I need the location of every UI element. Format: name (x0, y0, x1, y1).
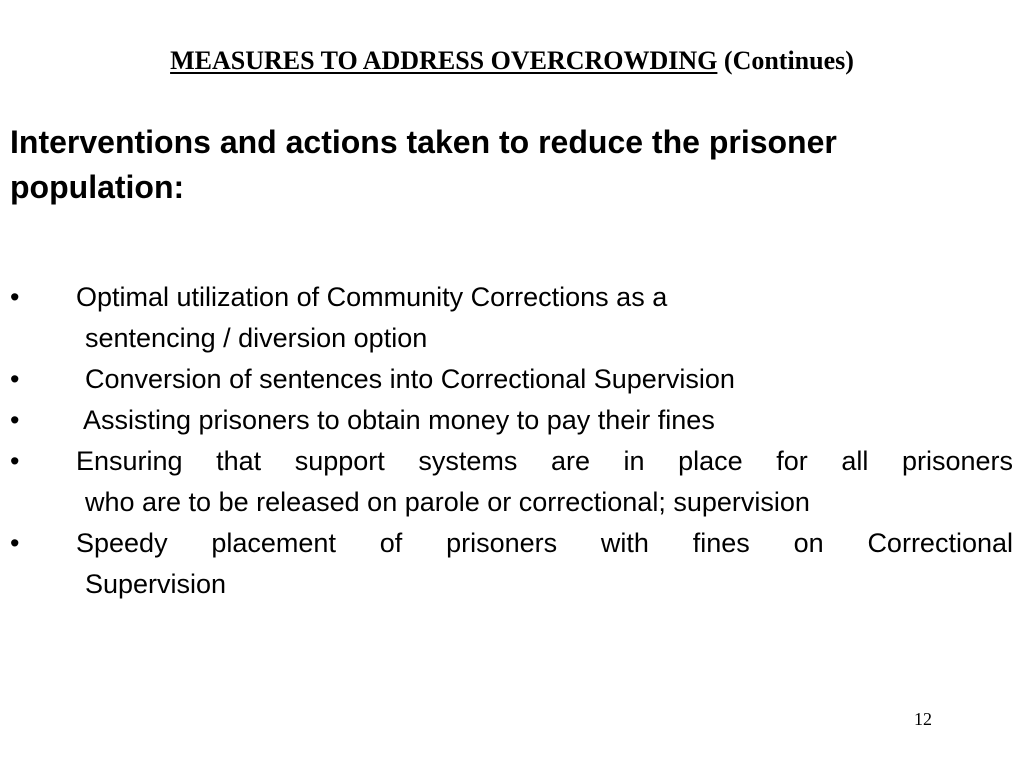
bullet-item (10, 523, 1013, 605)
bullet-item (10, 277, 1013, 359)
bullet-list (10, 277, 1013, 605)
slide-title (0, 44, 1024, 78)
bullet-text: Conversion of sentences into Correctional Supervision (85, 364, 735, 394)
bullet-text: Speedy placement of prisoners with fines on Correctional (76, 528, 1013, 558)
bullet-text: Ensuring that support systems are in place for all prisoners (76, 446, 1013, 476)
bullet-icon: • (10, 528, 20, 558)
bullet-icon: • (10, 364, 20, 394)
bullet-text: Optimal utilization of Community Corrections as a (76, 282, 668, 312)
bullet-item (10, 400, 1013, 441)
title-suffix: (Continues) (723, 46, 854, 75)
bullet-text-continued: Supervision (85, 569, 227, 599)
bullet-item (10, 359, 1013, 400)
bullet-item (10, 441, 1013, 523)
bullet-text: Assisting prisoners to obtain money to pay their fines (83, 405, 715, 435)
bullet-icon: • (10, 446, 20, 476)
bullet-icon: • (10, 405, 20, 435)
bullet-text-continued: sentencing / diversion option (85, 323, 428, 353)
page-number: 12 (914, 709, 932, 729)
subheading: Interventions and actions taken to reduce the prisoner population: (10, 124, 837, 205)
title-main: MEASURES TO ADDRESS OVERCROWDING (170, 46, 718, 75)
bullet-text-continued: who are to be released on parole or correctional; supervision (85, 487, 810, 517)
bullet-icon: • (10, 282, 20, 312)
